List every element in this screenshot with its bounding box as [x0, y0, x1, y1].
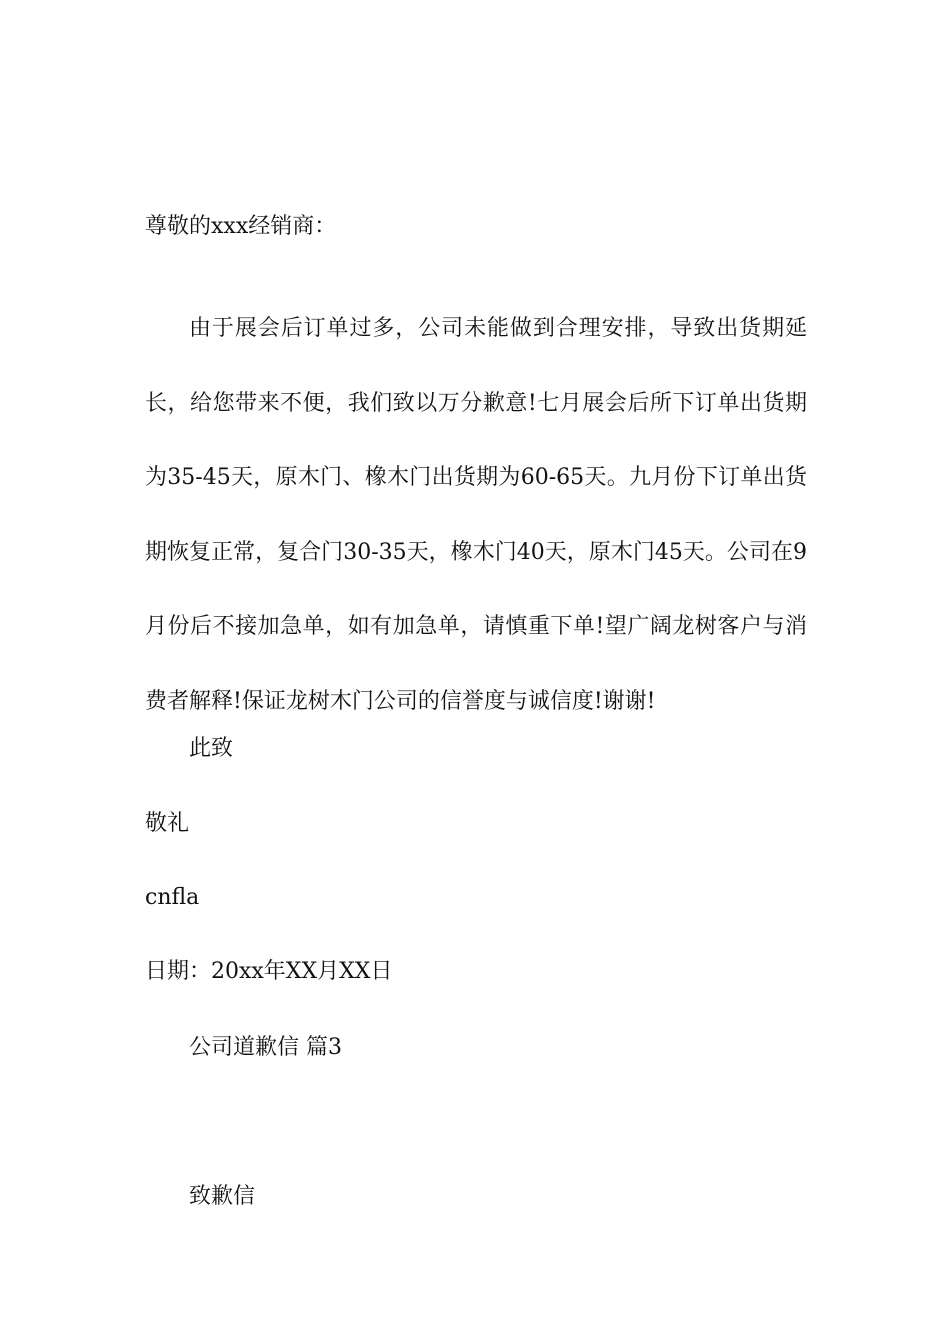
closing-respectfully: 此致 [189, 736, 234, 761]
letter-salutation: 尊敬的xxx经销商： [145, 214, 337, 239]
section-title: 致歉信 [189, 1184, 256, 1209]
letter-body: 由于展会后订单过多，公司未能做到合理安排，导致出货期延长，给您带来不便，我们致以万分歉意!七月展会后所下订单出货期为35-45天，原木门、橡木门出货期为60-65天。九月份下订单出货期恢复正常，复合门30-35天，橡木门40天，原木门45天。公司在9月份后不接加急单，如有加急单，请慎重下单!望广阔龙树客户与消费者解释!保证龙树木门公司的信誉度与诚信度!谢谢! [145, 316, 807, 714]
letter-date: 日期：20xx年XX月XX日 [145, 959, 393, 984]
closing-regards: 敬礼 [145, 811, 190, 836]
letter-signature: cnfla [145, 885, 200, 910]
section-heading: 公司道歉信 篇3 [189, 1035, 342, 1060]
